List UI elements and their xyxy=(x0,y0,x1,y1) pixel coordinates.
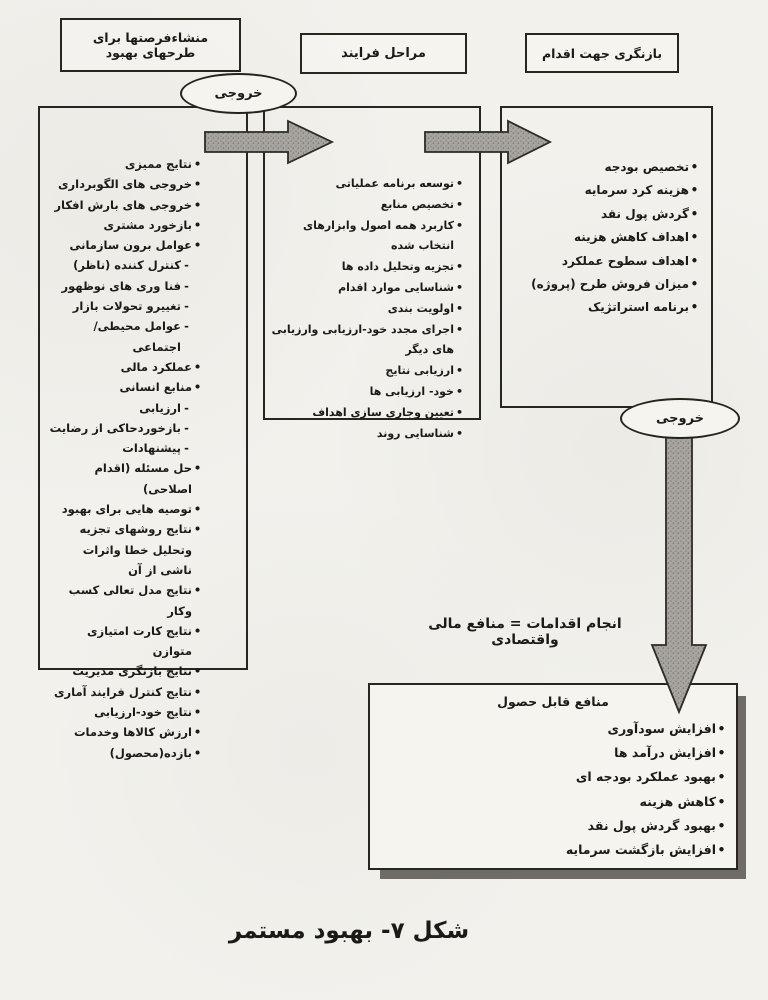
header-process-steps-label: مراحل فرایند xyxy=(341,46,426,61)
list-item-text: منابع انسانی xyxy=(119,380,192,395)
list-item-text: اهداف سطوح عملکرد xyxy=(561,253,689,268)
list-item xyxy=(48,499,203,519)
bullet-marker: • xyxy=(193,705,202,720)
list-item-text: تعیین وجاری سازی اهداف xyxy=(312,405,454,419)
dash-marker: - xyxy=(184,278,189,293)
list-item-text: افزایش سودآوری xyxy=(607,721,716,736)
list-item xyxy=(271,174,465,195)
list-item-text: بازده(محصول) xyxy=(109,745,192,760)
bullet-marker: • xyxy=(690,183,699,198)
list-item-text: برنامه استراتژیک xyxy=(587,300,689,315)
bullet-marker: • xyxy=(193,684,202,699)
header-opportunity-sources-label: منشاءفرصتها برای طرحهای بهبود xyxy=(92,30,209,60)
benefits-list xyxy=(385,717,727,862)
dash-marker: - xyxy=(184,400,189,415)
list-item xyxy=(48,296,203,316)
list-item-text: اجرای مجدد خود-ارزیابی وارزیابی های دیگر xyxy=(271,322,454,357)
list-item-text: خروجی های بارش افکار xyxy=(54,197,192,212)
list-item-text: پیشنهادات xyxy=(122,441,181,456)
list-item xyxy=(385,838,727,862)
list-item xyxy=(48,174,203,194)
process-steps-list xyxy=(271,174,465,444)
list-item-text: نتایج روشهای تجزیه وتحلیل خطا واثرات ناشی از آن xyxy=(79,522,192,577)
bullet-marker: • xyxy=(717,793,726,809)
list-item-text: بهبود گردش پول نقد xyxy=(587,817,716,833)
list-item xyxy=(48,154,203,174)
list-item-text: گردش پول نقد xyxy=(600,206,689,221)
list-item xyxy=(271,257,465,278)
list-item xyxy=(48,235,203,255)
list-item xyxy=(48,458,203,499)
list-item xyxy=(48,702,203,722)
bullet-marker: • xyxy=(193,745,202,760)
bullet-marker: • xyxy=(193,664,202,679)
bullet-marker: • xyxy=(455,384,464,398)
header-box-opportunity-sources xyxy=(60,18,241,72)
list-item-text: اولویت بندی xyxy=(387,301,454,315)
bullet-marker: • xyxy=(717,842,726,858)
bullet-marker: • xyxy=(717,769,726,785)
list-item xyxy=(48,255,203,275)
list-item-text: تغییرو تحولات بازار xyxy=(72,299,181,314)
bullet-marker: • xyxy=(455,260,464,274)
list-item-text: ارزیابی xyxy=(139,400,181,415)
list-item xyxy=(508,273,700,296)
list-item-text: کاربرد همه اصول وابزارهای انتخاب شده xyxy=(302,218,454,253)
bullet-marker: • xyxy=(690,230,699,245)
list-item-text: تخصیص بودجه xyxy=(604,160,689,174)
dash-marker: - xyxy=(184,441,189,456)
list-item xyxy=(48,357,203,377)
bullet-marker: • xyxy=(193,157,202,171)
list-item xyxy=(48,519,203,580)
bullet-marker: • xyxy=(455,405,464,419)
bullet-marker: • xyxy=(690,160,699,174)
list-item xyxy=(271,320,465,362)
list-item xyxy=(385,741,727,765)
list-item-text: کاهش هزینه xyxy=(639,793,716,809)
list-item-text: حل مسئله (اقدام اصلاحی) xyxy=(94,461,192,496)
list-item xyxy=(48,722,203,742)
list-item xyxy=(271,216,465,258)
list-item xyxy=(508,250,700,273)
header-box-action-review xyxy=(525,33,679,73)
list-item-text: عوامل محیطی/ اجتماعی xyxy=(93,319,181,354)
bullet-marker: • xyxy=(455,177,464,190)
list-item xyxy=(48,580,203,621)
bullet-marker: • xyxy=(690,253,699,268)
bullet-marker: • xyxy=(193,502,202,517)
list-item xyxy=(48,621,203,662)
list-item-text: نتایج خود-ارزیابی xyxy=(94,705,192,720)
bullet-marker: • xyxy=(717,745,726,761)
bullet-marker: • xyxy=(193,461,202,476)
list-item-text: توصیه هایی برای بهبود xyxy=(61,502,192,517)
dash-marker: - xyxy=(184,319,189,334)
bullet-marker: • xyxy=(455,218,464,232)
list-item xyxy=(508,203,700,226)
list-item xyxy=(48,215,203,235)
dash-marker: - xyxy=(184,258,189,273)
bullet-marker: • xyxy=(193,522,202,537)
list-item-text: افزایش بازگشت سرمایه xyxy=(565,842,716,858)
list-item xyxy=(48,195,203,215)
output-label: خروجی xyxy=(655,411,705,426)
actions-equal-benefits-text: انجام اقدامات = منافع مالی واقتصادی xyxy=(428,616,622,648)
list-item-text: خود- ارزیابی ها xyxy=(369,384,454,398)
list-item-text: عملکرد مالی xyxy=(120,359,192,374)
list-item-text: تجزیه وتحلیل داده ها xyxy=(341,260,454,274)
bullet-marker: • xyxy=(717,721,726,736)
benefits-box-title: منافع قابل حصول xyxy=(497,694,609,709)
bullet-marker: • xyxy=(455,301,464,315)
list-item-text: عوامل برون سازمانی xyxy=(69,238,192,253)
list-item-text: نتایج بازنگری مدیریت xyxy=(72,664,192,679)
bullet-marker: • xyxy=(193,725,202,740)
bullet-marker: • xyxy=(690,206,699,221)
list-item xyxy=(271,361,465,382)
list-item-text: خروجی های الگوبرداری xyxy=(58,177,192,192)
bullet-marker: • xyxy=(455,426,464,440)
list-item xyxy=(48,377,203,397)
list-item xyxy=(48,661,203,681)
list-item xyxy=(48,276,203,296)
list-item-text: نتایج کنترل فرایند آماری xyxy=(54,684,192,699)
list-item-text: ارزش کالاها وخدمات xyxy=(74,725,192,740)
list-item xyxy=(48,682,203,702)
list-item xyxy=(385,717,727,741)
figure-caption: شکل ۷- بهبود مستمر xyxy=(228,918,470,944)
bullet-marker: • xyxy=(455,364,464,378)
list-item-text: توسعه برنامه عملیاتی xyxy=(335,177,454,190)
list-item-text: ارزیابی نتایج xyxy=(385,364,454,378)
action-review-list xyxy=(508,156,700,320)
list-item xyxy=(385,765,727,789)
list-item xyxy=(271,299,465,320)
bullet-marker: • xyxy=(690,277,699,292)
list-item xyxy=(385,814,727,838)
list-item xyxy=(385,790,727,814)
bullet-marker: • xyxy=(193,238,202,253)
list-item-text: میزان فروش طرح (پروژه) xyxy=(531,277,689,292)
list-item xyxy=(508,226,700,249)
list-item-text: شناسایی موارد اقدام xyxy=(338,280,454,294)
bullet-marker: • xyxy=(455,322,464,336)
list-item-text: نتایج ممیزی xyxy=(124,157,192,171)
bullet-marker: • xyxy=(193,217,202,232)
list-item xyxy=(48,398,203,418)
list-item-text: نتایج کارت امتیازی متوازن xyxy=(86,623,192,659)
output-ellipse-top xyxy=(180,73,297,114)
header-box-process-steps xyxy=(300,33,467,74)
list-item xyxy=(508,296,700,319)
arrow-output-to-benefits xyxy=(652,437,706,712)
list-item-text: بازخوردحاکی از رضایت xyxy=(49,420,181,435)
bullet-marker: • xyxy=(193,177,202,192)
bullet-marker: • xyxy=(717,817,726,833)
bullet-marker: • xyxy=(690,300,699,315)
list-item xyxy=(271,278,465,299)
bullet-marker: • xyxy=(193,583,202,598)
dash-marker: - xyxy=(184,299,189,314)
output-ellipse-right xyxy=(620,398,740,439)
bullet-marker: • xyxy=(455,197,464,211)
list-item xyxy=(48,743,203,763)
list-item xyxy=(271,403,465,424)
bullet-marker: • xyxy=(455,280,464,294)
list-item xyxy=(48,316,203,357)
list-item-text: کنترل کننده (ناظر) xyxy=(73,258,181,273)
bullet-marker: • xyxy=(193,380,202,395)
bullet-marker: • xyxy=(193,359,202,374)
list-item xyxy=(48,438,203,458)
list-item-text: هزینه کرد سرمایه xyxy=(584,183,689,198)
list-item-text: نتایج مدل تعالی کسب وکار xyxy=(68,583,192,618)
list-item xyxy=(271,424,465,445)
list-item-text: اهداف کاهش هزینه xyxy=(573,230,689,245)
list-item-text: بازخورد مشتری xyxy=(103,217,192,232)
bullet-marker: • xyxy=(193,623,202,638)
list-item-text: افزایش درآمد ها xyxy=(614,745,716,761)
header-action-review-label: بازنگری جهت اقدام xyxy=(541,45,663,61)
list-item-text: بهبود عملکرد بودجه ای xyxy=(575,769,716,785)
list-item-text: تخصیص منابع xyxy=(380,197,454,211)
list-item-text: شناسایی روند xyxy=(376,426,454,440)
list-item xyxy=(271,195,465,216)
dash-marker: - xyxy=(184,420,189,435)
list-item xyxy=(508,179,700,202)
list-item xyxy=(48,418,203,438)
opportunity-sources-list xyxy=(48,154,203,763)
bullet-marker: • xyxy=(193,197,202,212)
list-item-text: فنا وری های نوظهور xyxy=(61,278,181,293)
list-item xyxy=(271,382,465,403)
list-item xyxy=(508,156,700,179)
output-label: خروجی xyxy=(214,86,263,101)
